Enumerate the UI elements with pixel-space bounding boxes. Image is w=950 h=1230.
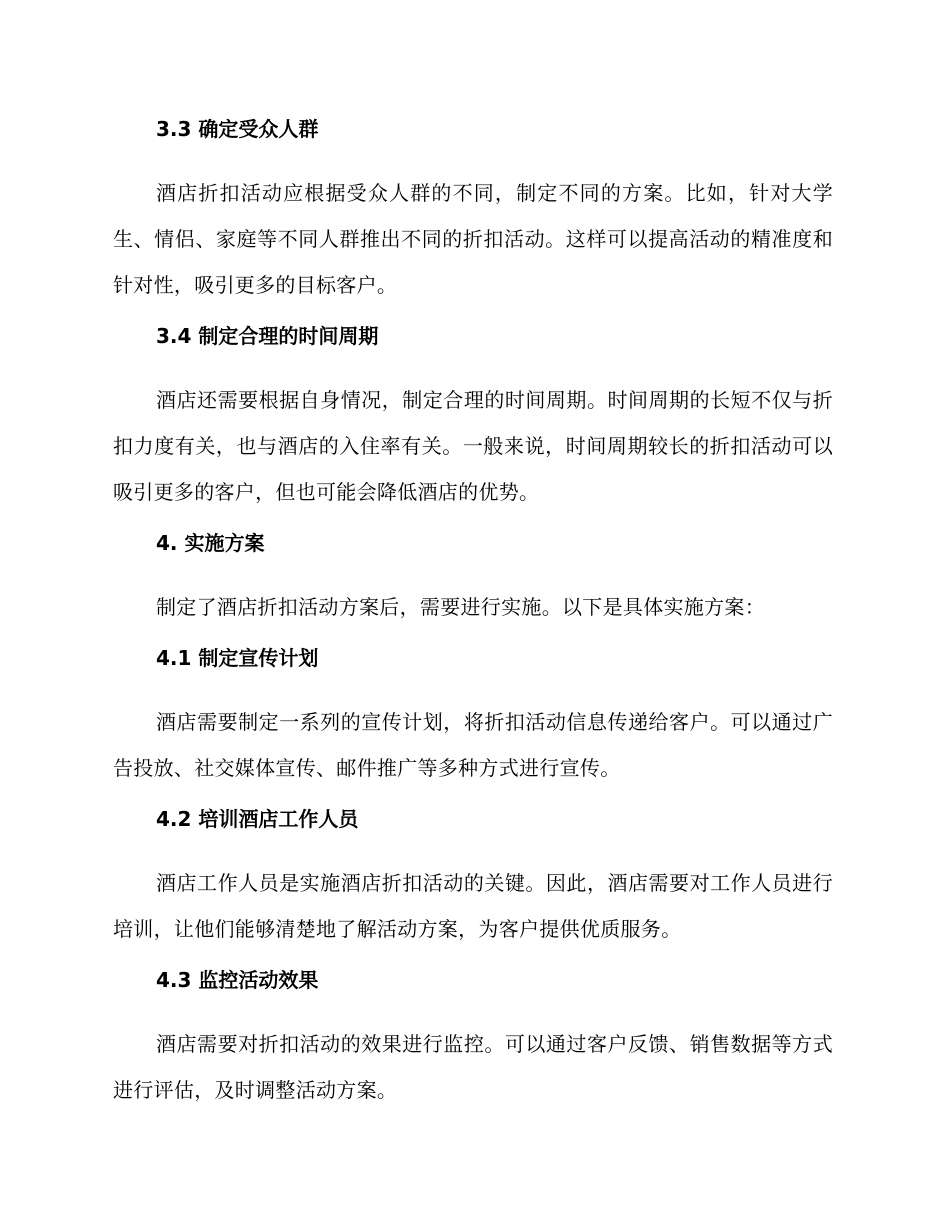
paragraph-promotion-plan: 酒店需要制定一系列的宣传计划，将折扣活动信息传递给客户。可以通过广告投放、社交媒体宣传、邮件推广等多种方式进行宣传。	[113, 710, 833, 780]
document-page	[113, 113, 833, 1125]
paragraph-implementation-intro: 制定了酒店折扣活动方案后，需要进行实施。以下是具体实施方案：	[156, 595, 765, 619]
paragraph-target-audience: 酒店折扣活动应根据受众人群的不同，制定不同的方案。比如，针对大学生、情侣、家庭等不同人群推出不同的折扣活动。这样可以提高活动的精准度和针对性，吸引更多的目标客户。	[113, 181, 833, 297]
section-heading-3-3: 3.3 确定受众人群	[156, 117, 319, 141]
section-heading-4-3: 4.3 监控活动效果	[156, 968, 319, 992]
paragraph-staff-training: 酒店工作人员是实施酒店折扣活动的关键。因此，酒店需要对工作人员进行培训，让他们能够清楚地了解活动方案，为客户提供优质服务。	[113, 871, 833, 941]
paragraph-time-period: 酒店还需要根据自身情况，制定合理的时间周期。时间周期的长短不仅与折扣力度有关，也与酒店的入住率有关。一般来说，时间周期较长的折扣活动可以吸引更多的客户，但也可能会降低酒店的优势。	[113, 388, 833, 504]
paragraph-monitoring: 酒店需要对折扣活动的效果进行监控。可以通过客户反馈、销售数据等方式进行评估，及时调整活动方案。	[113, 1032, 833, 1102]
section-heading-4: 4. 实施方案	[156, 531, 265, 555]
section-heading-4-1: 4.1 制定宣传计划	[156, 646, 319, 670]
section-heading-4-2: 4.2 培训酒店工作人员	[156, 807, 359, 831]
section-heading-3-4: 3.4 制定合理的时间周期	[156, 324, 379, 348]
